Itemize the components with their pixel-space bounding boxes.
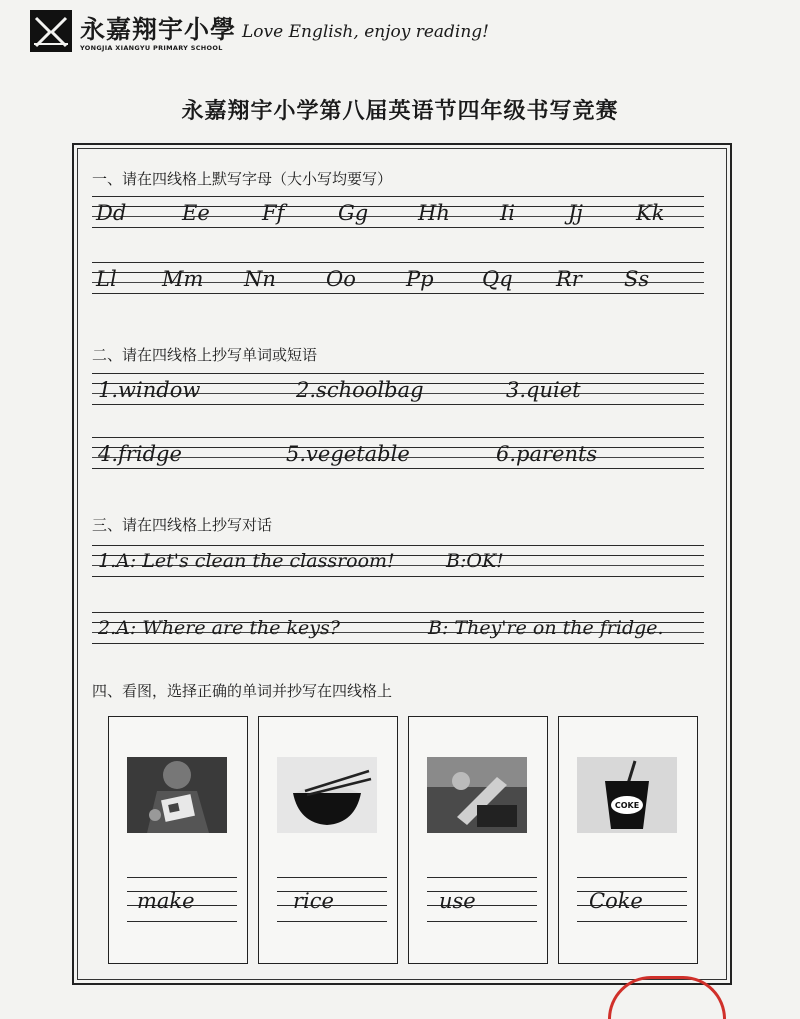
coke-glass-picture [577,757,677,833]
picture-box-use [408,716,548,964]
dialogue-line-b: B:OK! [446,550,504,572]
dialogue-line-a: 1.A: Let's clean the classroom! [98,550,395,572]
answer-word: use [439,889,476,913]
letter-pair: Hh [418,201,450,225]
letter-pair: Nn [244,267,276,291]
section-2-title: 二、请在四线格上抄写单词或短语 [92,346,318,364]
letter-pair: Ff [262,201,285,225]
copied-word: 1.window [98,378,201,402]
letter-pair: Mm [162,267,204,291]
section-1-title: 一、请在四线格上默写字母（大小写均要写） [92,170,393,188]
letter-pair: Dd [96,201,127,225]
copied-word: 3.quiet [506,378,581,402]
coke-label-text: COKE [614,801,640,810]
rice-bowl-picture [277,757,377,833]
dialogue-line-b: B: They're on the fridge. [428,617,664,639]
letter-pair: Rr [556,267,582,291]
letter-pair: Jj [568,201,583,225]
letter-pair: Gg [338,201,369,225]
letter-pair: Ss [624,267,650,291]
copied-word: 5.vegetable [286,442,410,466]
page-title: 永嘉翔宇小学第八届英语节四年级书写竞赛 [181,99,619,124]
picture-box-rice [258,716,398,964]
copied-word: 4.fridge [98,442,182,466]
section-4-title: 四、看图，选择正确的单词并抄写在四线格上 [92,682,393,700]
using-tool-picture [427,757,527,833]
answer-word: Coke [589,889,643,913]
school-slogan: Love English, enjoy reading! [242,22,490,42]
letter-pair: Pp [406,267,434,291]
copied-word: 2.schoolbag [296,378,424,402]
letter-pair: Kk [636,201,665,225]
picture-box-coke [558,716,698,964]
dialogue-line-a: 2.A: Where are the keys? [98,617,340,639]
section-3-title: 三、请在四线格上抄写对话 [92,516,273,534]
school-logo [30,10,72,52]
school-name-english: YONGJIA XIANGYU PRIMARY SCHOOL [80,44,223,52]
school-name-chinese: 永嘉翔宇小學 [80,15,237,44]
letter-pair: Ee [182,201,210,225]
letter-pair: Ii [500,201,516,225]
letter-pair: Qq [482,267,513,291]
answer-word: rice [293,889,334,913]
letter-pair: Oo [326,267,356,291]
answer-word: make [137,889,195,913]
making-card-picture [127,757,227,833]
letter-pair: Ll [96,267,117,291]
picture-box-make [108,716,248,964]
copied-word: 6.parents [496,442,598,466]
